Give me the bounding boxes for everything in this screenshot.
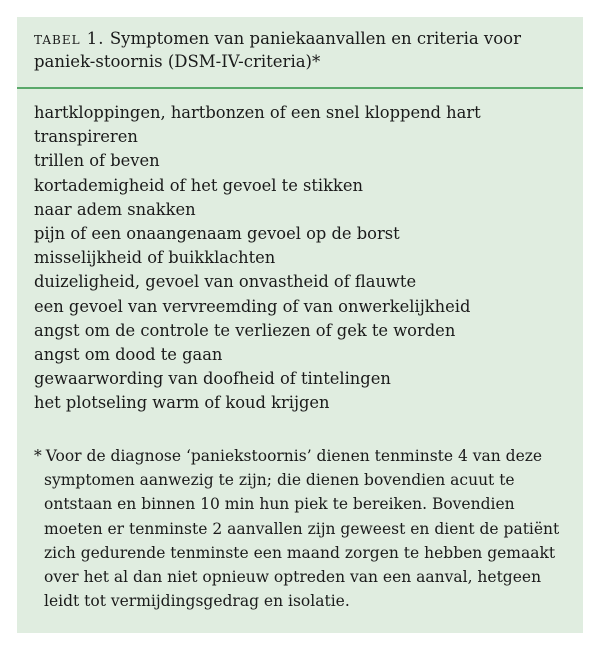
- list-item: hartkloppingen, hartbonzen of een snel kloppend hart: [34, 103, 481, 122]
- table-caption: Symptomen van paniekaanvallen en criteria voor paniek-stoornis (DSM-IV-criteria)*: [34, 29, 521, 71]
- list-item: een gevoel van vervreemding of van onwerkelijkheid: [34, 296, 471, 316]
- list-item: trillen of beven: [34, 151, 160, 171]
- list-item: duizeligheid, gevoel van onvastheid of flauwte: [34, 272, 417, 292]
- list-item: misselijkheid of buikklachten: [34, 248, 276, 268]
- footnote: [34, 444, 564, 613]
- table-header: [17, 17, 583, 83]
- list-item: transpireren: [34, 127, 138, 147]
- list-item: kortademigheid of het gevoel te stikken: [34, 175, 363, 195]
- list-item: pijn of een onaangenaam gevoel op de borst: [34, 224, 400, 244]
- list-item: het plotseling warm of koud krijgen: [34, 393, 330, 413]
- list-item: angst om de controle te verliezen of gek te worden: [34, 320, 456, 340]
- footnote-text: Voor de diagnose ‘paniekstoornis’ dienen tenminste 4 van deze symptomen aanwezig te zijn; die dienen bovendien acuut te ontstaan en binnen 10 min hun piek te bereiken. Bovendien moeten er tenminste 2 aanvallen zijn geweest en dient de patiënt zich gedurende tenminste een maand zorgen te hebben gemaakt over het al dan niet opnieuw optreden van een aanval, hetgeen leidt tot vermijdingsgedrag en isolatie.: [44, 447, 560, 611]
- list-item: angst om dood te gaan: [34, 345, 223, 365]
- header-divider: [17, 87, 583, 89]
- symptom-list: [34, 101, 481, 416]
- table-label: tabel 1.: [34, 29, 105, 48]
- table-box: [17, 17, 583, 633]
- footnote-mark: *: [34, 447, 42, 465]
- list-item: gewaarwording van doofheid of tintelingen: [34, 369, 391, 389]
- list-item: naar adem snakken: [34, 199, 196, 219]
